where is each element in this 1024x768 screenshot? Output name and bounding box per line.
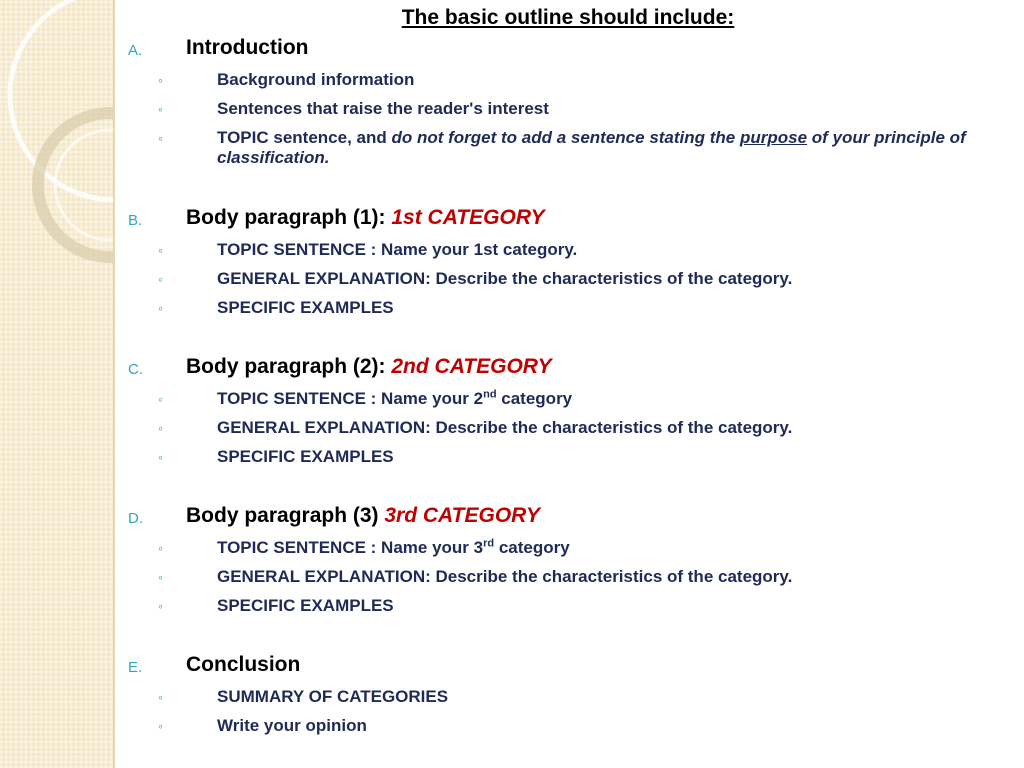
section-title-body-2 xyxy=(186,355,552,379)
list-item: SPECIFIC EXAMPLES xyxy=(217,298,394,317)
slide-content xyxy=(128,0,1008,768)
bullet-icon: ◦ xyxy=(158,242,163,258)
bullet-icon: ◦ xyxy=(158,391,163,407)
item-underlined-word: purpose xyxy=(740,128,808,147)
bullet-icon: ◦ xyxy=(158,449,163,465)
item-italic-part-b: of your principle of classification. xyxy=(217,128,966,167)
bullet-icon: ◦ xyxy=(158,598,163,614)
deco-circle-large xyxy=(10,0,113,200)
section-letter-d: D. xyxy=(128,510,143,527)
bullet-icon: ◦ xyxy=(158,271,163,287)
bullet-icon: ◦ xyxy=(158,569,163,585)
list-item: Sentences that raise the reader's interest xyxy=(217,99,549,118)
section-title-body-3 xyxy=(186,504,540,528)
bullet-icon: ◦ xyxy=(158,540,163,556)
list-item: TOPIC SENTENCE : Name your 1st category. xyxy=(217,240,578,259)
bullet-icon: ◦ xyxy=(158,101,163,117)
item-text-after: category xyxy=(496,389,573,408)
section-letter-c: C. xyxy=(128,361,143,378)
item-text: TOPIC SENTENCE : Name your 2 xyxy=(217,389,484,408)
item-superscript: nd xyxy=(483,388,497,401)
decorative-side-band xyxy=(0,0,113,768)
section-title-text: Body paragraph (1): xyxy=(186,206,392,229)
item-italic-part-a: do not forget to add a sentence stating the xyxy=(391,128,740,147)
section-letter-e: E. xyxy=(128,659,143,676)
item-prefix: TOPIC sentence, and xyxy=(217,128,392,147)
list-item: SPECIFIC EXAMPLES xyxy=(217,596,394,615)
list-item: Background information xyxy=(217,70,415,89)
list-item xyxy=(217,389,997,409)
section-title-text: Body paragraph (3) xyxy=(186,504,385,527)
list-item: SUMMARY OF CATEGORIES xyxy=(217,687,449,706)
bullet-icon: ◦ xyxy=(158,718,163,734)
section-title-accent: 1st CATEGORY xyxy=(391,206,545,229)
section-title-body-1 xyxy=(186,206,545,230)
decorative-circles xyxy=(0,0,113,768)
bullet-icon: ◦ xyxy=(158,300,163,316)
list-item: GENERAL EXPLANATION: Describe the characteristics of the category. xyxy=(217,567,793,586)
item-text-after: category xyxy=(494,538,570,557)
section-title-conclusion: Conclusion xyxy=(186,653,301,676)
list-item: Write your opinion xyxy=(217,716,367,735)
bullet-icon: ◦ xyxy=(158,420,163,436)
section-title-accent: 3rd CATEGORY xyxy=(384,504,540,527)
list-item xyxy=(217,538,997,558)
bullet-icon: ◦ xyxy=(158,130,163,146)
deco-circle-small xyxy=(38,113,113,257)
slide-title: The basic outline should include: xyxy=(401,6,735,29)
bullet-icon: ◦ xyxy=(158,689,163,705)
list-item: GENERAL EXPLANATION: Describe the characteristics of the category. xyxy=(217,418,793,437)
section-title-accent: 2nd CATEGORY xyxy=(391,355,552,378)
item-superscript: rd xyxy=(483,537,495,550)
section-letter-b: B. xyxy=(128,212,143,229)
section-letter-a: A. xyxy=(128,42,143,59)
section-title-text: Body paragraph (2): xyxy=(186,355,392,378)
side-divider xyxy=(113,0,115,768)
list-item: GENERAL EXPLANATION: Describe the characteristics of the category. xyxy=(217,269,793,288)
section-title-introduction: Introduction xyxy=(186,36,309,59)
item-text: TOPIC SENTENCE : Name your 3 xyxy=(217,538,484,557)
list-item-topic-sentence xyxy=(217,128,997,168)
bullet-icon: ◦ xyxy=(158,72,163,88)
list-item: SPECIFIC EXAMPLES xyxy=(217,447,394,466)
